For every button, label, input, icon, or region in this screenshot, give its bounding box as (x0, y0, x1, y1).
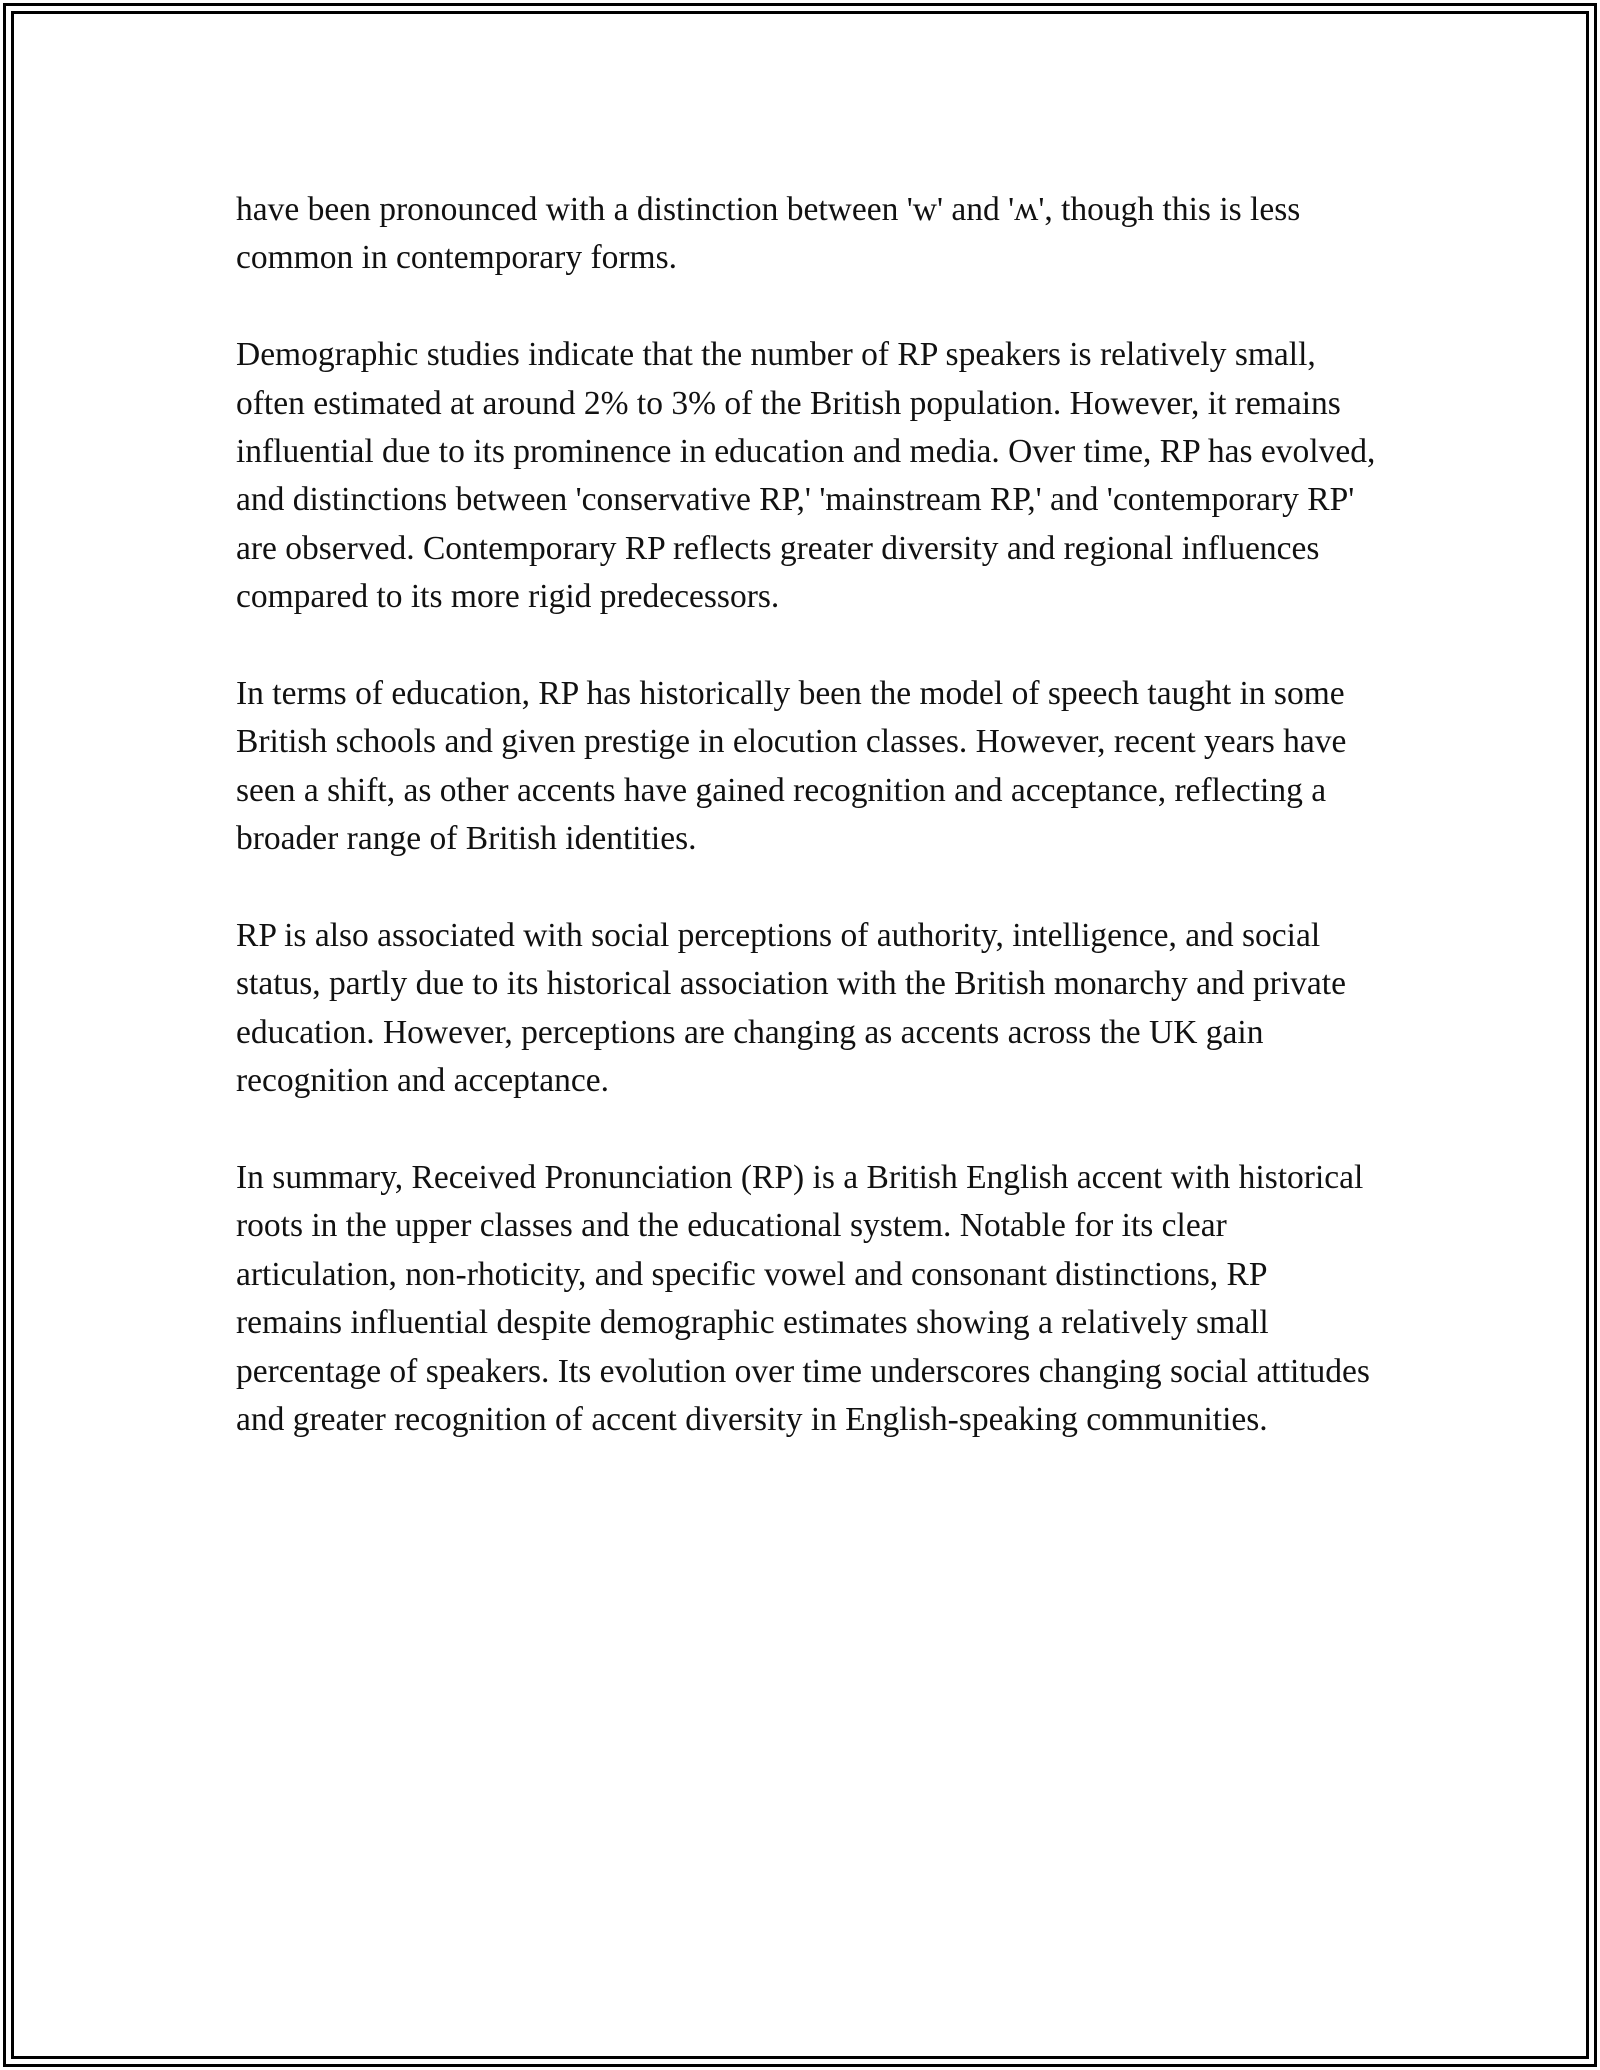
paragraph-education: In terms of education, RP has historically been the model of speech taught in some British schools and given prestige in elocution classes. However, recent years have seen a shift, as other accents have gained recognition and acceptance, reflecting a broader range of British identities. (236, 675, 1347, 858)
paragraph-whine-distinction: have been pronounced with a distinction between 'w' and 'ʍ', though this is less common in contemporary forms. (236, 191, 1301, 277)
paragraph-demographics: Demographic studies indicate that the number of RP speakers is relatively small, often estimated at around 2% to 3% of the British population. However, it remains influential due to its prominence in education and media. Over time, RP has evolved, and distinctions between 'conservative RP,' 'mainstream RP,' and 'contemporary RP' are observed. Contemporary RP reflects greater diversity and regional influences compared to its more rigid predecessors. (236, 336, 1376, 616)
paragraph-summary: In summary, Received Pronunciation (RP) is a British English accent with historical roots in the upper classes and the educational system. Notable for its clear articulation, non-rhoticity, and specific vowel and consonant distinctions, RP remains influential despite demographic estimates showing a relatively small percentage of speakers. Its evolution over time underscores changing social attitudes and greater recognition of accent diversity in English-speaking communities. (236, 1159, 1370, 1439)
paragraph-social-perceptions: RP is also associated with social perceptions of authority, intelligence, and social status, partly due to its historical association with the British monarchy and private education. However, perceptions are changing as accents across the UK gain recognition and acceptance. (236, 917, 1346, 1100)
document-body (236, 186, 1376, 1493)
